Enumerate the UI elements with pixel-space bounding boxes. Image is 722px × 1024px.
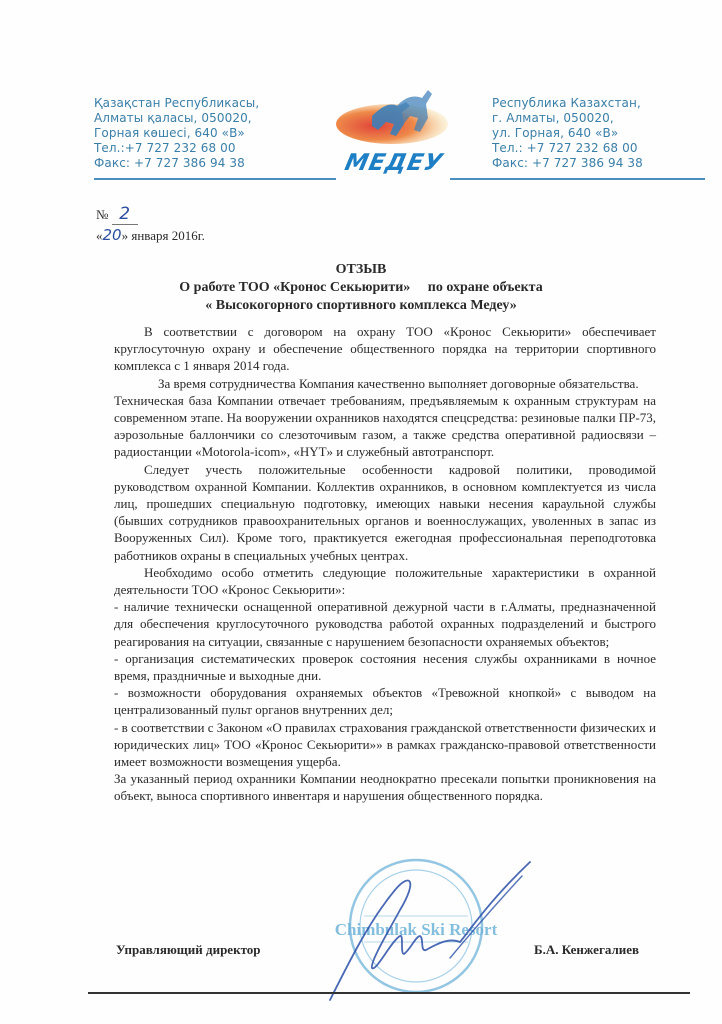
handwritten-day: 20: [102, 226, 122, 244]
skater-emblem-icon: [332, 76, 456, 156]
body-list-item: - в соответствии с Законом «О правилах страхования гражданской ответственности физических и юридических лиц» ТОО «Кронос Секьюрити»» в рамках гражданско-правовой ответственности имеет возможности возмещения ущерба.: [114, 719, 656, 770]
stamp-text: Chimbulak Ski Resort: [334, 920, 498, 939]
document-number: [96, 204, 138, 225]
body-paragraph: Следует учесть положительные особенности кадровой политики, проводимой руководством охранной Компании. Коллектив охранников, в основном комплектуется из числа лиц, прошедших специальную подготовку, имеющих навыки несения караульной службы (бывших сотрудников правоохранительных органов и военнослужащих, уволенных в запас из Вооруженных Сил). Кроме того, практикуется ежегодная профессиональная переподготовка работников охраны в специальных учебных центрах.: [114, 461, 656, 563]
body-list-item: - организация систематических проверок состояния несения службы охранниками в ночное время, праздничные и выходные дни.: [114, 650, 656, 684]
number-sign: №: [96, 207, 109, 222]
letterhead-divider-left: [94, 178, 336, 180]
letterhead-divider-right: [450, 178, 705, 180]
handwritten-number: 2: [119, 204, 131, 224]
body-paragraph: Техническая база Компании отвечает требованиям, предъявляемым к охранным структурам на современном этапе. На вооружении охранников находятся спецсредства: резиновые палки ПР-73, аэрозольные баллончики со слезоточивым газом, а также средства оперативной радиосвязи – радиостанции «Motorola-icom», «HYT» и служебный автотранспорт.: [114, 392, 656, 460]
letterhead-left-line: Алматы қаласы, 050020,: [94, 111, 252, 125]
body-paragraph: За указанный период охранники Компании неоднократно пресекали попытки проникновения на объект, выноса спортивного инвентаря и нарушения общественного порядка.: [114, 771, 656, 804]
footer-divider: [88, 992, 690, 994]
date-month-year: » января 2016г.: [121, 228, 205, 243]
letterhead-right-fax: Факс: +7 727 386 94 38: [492, 156, 643, 170]
body-paragraph: В соответствии с договором на охрану ТОО «Кронос Секьюрити» обеспечивает круглосуточную охрану и обеспечение общественного порядка на территории спортивного комплекса с 1 января 2014 года.: [114, 324, 656, 374]
medeu-logo: [332, 76, 456, 184]
letterhead-right-line: Республика Казахстан,: [492, 96, 641, 110]
letterhead-russian-address: [492, 96, 702, 171]
signatory-title: Управляющий директор: [116, 942, 261, 957]
document-subtitle: О работе ТОО «Кронос Секьюрити» по охране объекта: [179, 280, 543, 295]
letterhead-left-phone: Тел.:+7 727 232 68 00: [94, 141, 236, 155]
letterhead-left-line: Горная көшесі, 640 «В»: [94, 126, 245, 140]
logo-wordmark: МЕДЕУ: [342, 150, 446, 176]
document-date: [96, 226, 205, 244]
signatory-name: Б.А. Кенжегалиев: [534, 942, 640, 957]
document-title: ОТЗЫВ: [335, 262, 387, 277]
body-list-item: - возможности оборудования охраняемых объектов «Тревожной кнопкой» с выводом на централизованный пульт органов внутренних дел;: [114, 685, 656, 718]
document-subtitle-object: « Высокогорного спортивного комплекса Медеу»: [205, 298, 517, 313]
letterhead-right-phone: Тел.: +7 727 232 68 00: [492, 141, 638, 155]
date-open-quote: «: [96, 228, 103, 243]
letterhead-right-line: г. Алматы, 050020,: [492, 111, 614, 125]
body-paragraph: Необходимо особо отметить следующие положительные характеристики в охранной деятельности ТОО «Кронос Секьюрити»:: [114, 564, 656, 598]
document-body: [114, 323, 656, 805]
letterhead-left-line: Қазақстан Республикасы,: [94, 96, 260, 110]
body-paragraph: За время сотрудничества Компания качественно выполняет договорные обязательства.: [158, 375, 639, 391]
letterhead-right-line: ул. Горная, 640 «В»: [492, 126, 619, 140]
letterhead-left-fax: Факс: +7 727 386 94 38: [94, 156, 245, 170]
letterhead-kazakh-address: [94, 96, 324, 171]
handwritten-signature: [300, 850, 540, 1010]
body-list-item: - наличие технически оснащенной оперативной дежурной части в г.Алматы, предназначенной для обеспечения круглосуточного руководства работой охранных подразделений и быстрого реагирования на ситуации, связанные с нарушением безопасности охраняемых объектов;: [114, 599, 656, 649]
